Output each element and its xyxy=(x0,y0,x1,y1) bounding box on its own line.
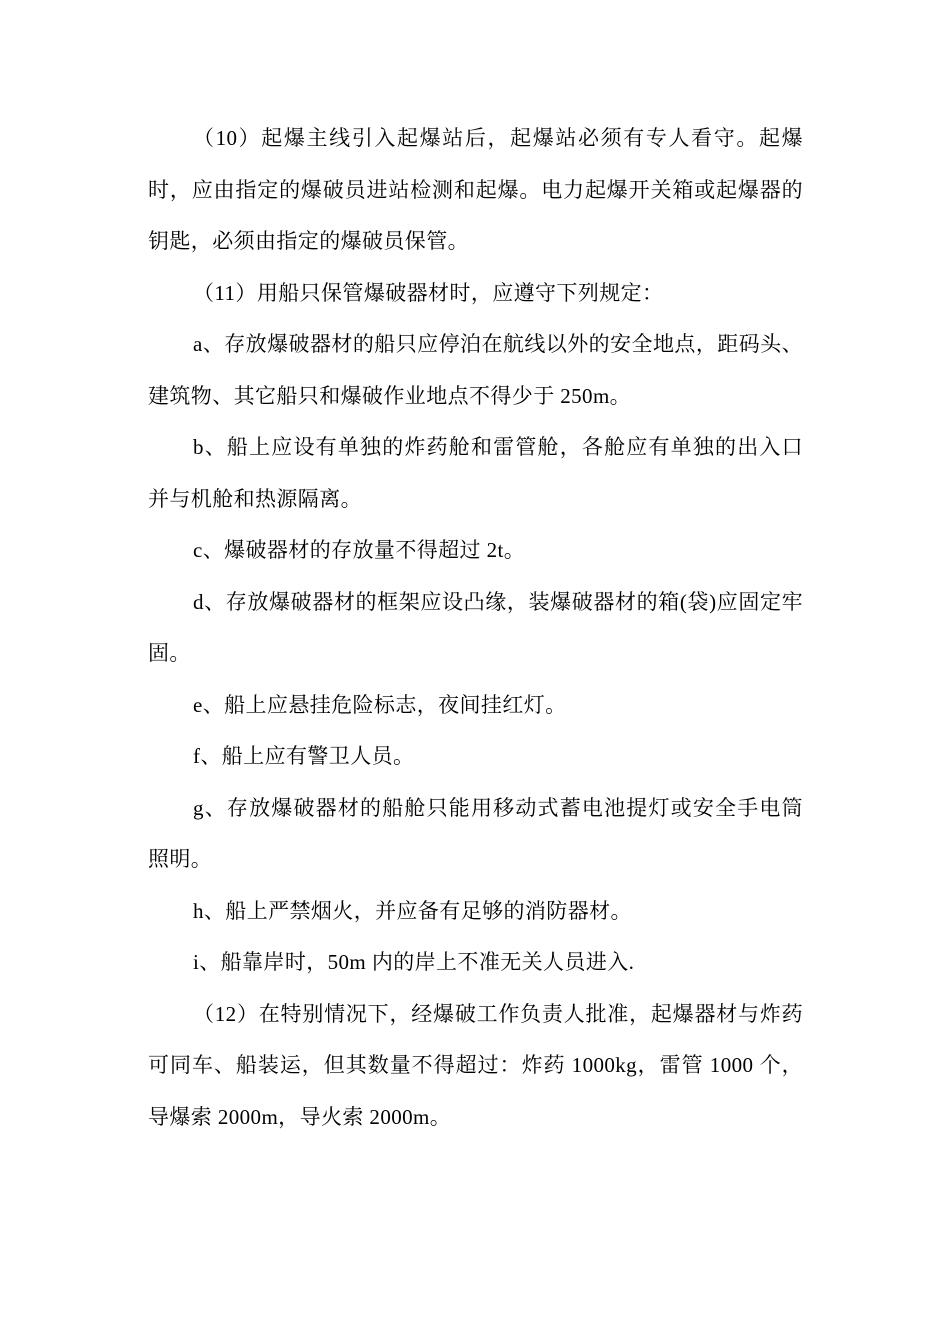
rule-item-i: i、船靠岸时，50m 内的岸上不准无关人员进入. xyxy=(193,950,635,974)
paragraph-11: （11）用船只保管爆破器材时，应遵守下列规定： xyxy=(193,280,664,305)
rule-item-f: f、船上应有警卫人员。 xyxy=(193,744,415,768)
paragraph-12: （12）在特别情况下，经爆破工作负责人批准，起爆器材与炸药可同车、船装运，但其数量不得超过：炸药 1000kg，雷管 1000 个，导爆索 2000m，导火索 2000m。 xyxy=(148,1001,803,1129)
rule-item-c: c、爆破器材的存放量不得超过 2t。 xyxy=(193,538,526,562)
rule-item-e: e、船上应悬挂危险标志，夜间挂红灯。 xyxy=(193,692,567,717)
paragraph-10: （10）起爆主线引入起爆站后，起爆站必须有专人看守。起爆时，应由指定的爆破员进站检测和起爆。电力起爆开关箱或起爆器的钥匙，必须由指定的爆破员保管。 xyxy=(148,126,803,253)
rule-item-a: a、存放爆破器材的船只应停泊在航线以外的安全地点，距码头、建筑物、其它船只和爆破作业地点不得少于 250m。 xyxy=(148,332,803,408)
rule-item-d: d、存放爆破器材的框架应设凸缘，装爆破器材的箱(袋)应固定牢固。 xyxy=(148,589,803,665)
rule-item-g: g、存放爆破器材的船舱只能用移动式蓄电池提灯或安全手电筒照明。 xyxy=(148,795,803,871)
rule-item-h: h、船上严禁烟火，并应备有足够的消防器材。 xyxy=(193,898,632,923)
document-body xyxy=(148,113,803,1143)
rule-item-b: b、船上应设有单独的炸药舱和雷管舱，各舱应有单独的出入口并与机舱和热源隔离。 xyxy=(148,435,803,511)
